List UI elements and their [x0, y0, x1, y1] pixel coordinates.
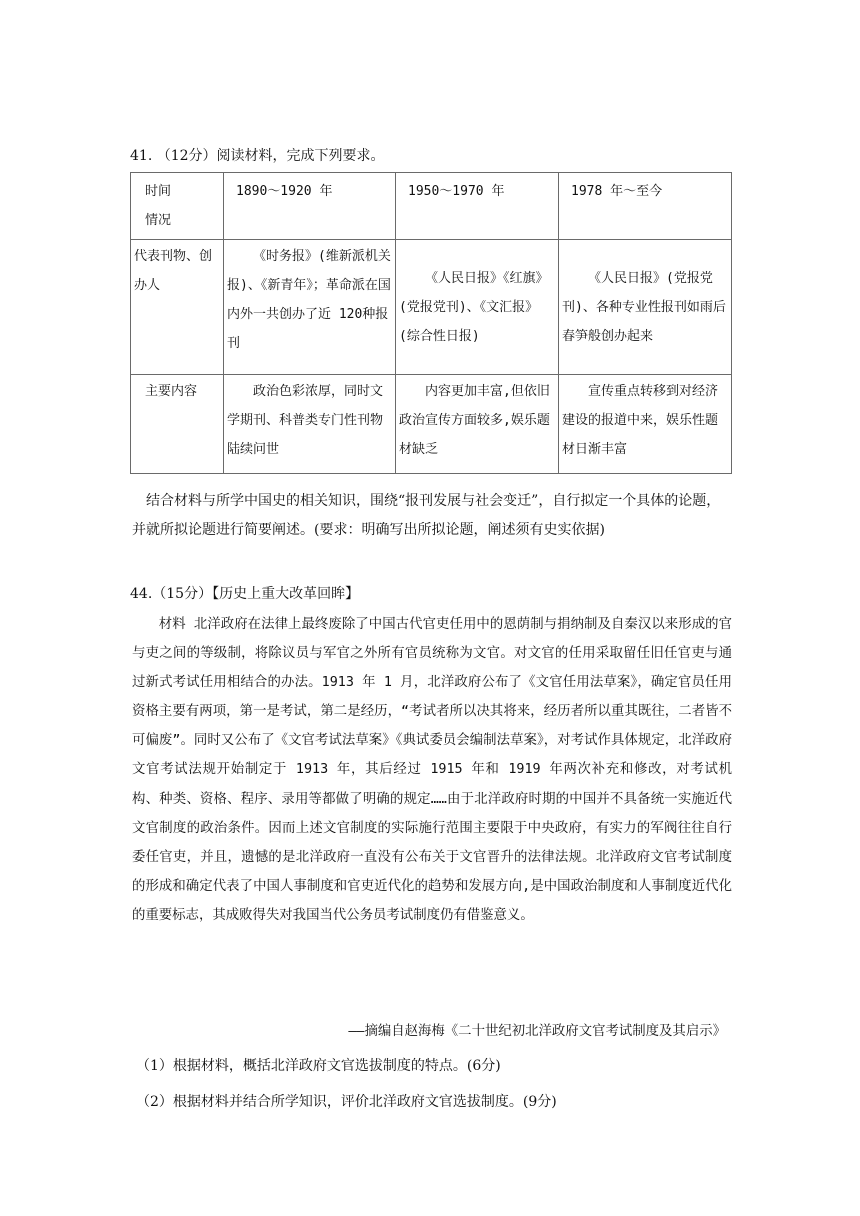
corner-situation-label: 情况 [145, 213, 172, 228]
cell-publications-1890 [224, 240, 396, 375]
question-44-material: 材料 北洋政府在法律上最终废除了中国古代官吏任用中的恩荫制与捐纳制及自秦汉以来形成的官与吏之间的等级制，将除议员与军官之外所有官员统称为文官。对文官的任用采取留任旧任官吏与通过新式考试任用相结合的办法。1913 年 1 月，北洋政府公布了《文官任用法草案》，确定官员任用资格主要有两项，第一是考试，第二是经历，“考试者所以决其将来，经历者所以重其既往，二者皆不可偏废”。同时又公布了《文官考试法草案》《典试委员会编制法草案》，对考试作具体规定，北洋政府文官考试法规开始制定于 1913 年，其后经过 1915 年和 1919 年两次补充和修改，对考试机构、种类、资格、程序、录用等都做了明确的规定……由于北洋政府时期的中国并不具备统一实施近代文官制度的政治条件。因而上述文官制度的实际施行范围主要限于中央政府，有实力的军阀往往自行委任官吏，并且，遗憾的是北洋政府一直没有公布关于文官晋升的法律法规。北洋政府文官考试制度的形成和确定代表了中国人事制度和官吏近代化的趋势和发展方向,是中国政治制度和人事制度近代化的重要标志，其成败得失对我国当代公务员考试制度仍有借鉴意义。 [132, 617, 732, 923]
row-label-content [131, 375, 224, 474]
sub-question-1: （1）根据材料，概括北洋政府文官选拔制度的特点。(6分) [136, 1058, 501, 1074]
cell-publications-1978 [559, 240, 732, 375]
cell-content-1890 [224, 375, 396, 474]
row-label-text: 代表刊物、创办人 [134, 249, 213, 293]
question-41-heading: 41. （12分）阅读材料，完成下列要求。 [130, 148, 385, 164]
row-label-text: 主要内容 [145, 384, 198, 399]
cell-publications-1950 [396, 240, 559, 375]
period-header-1 [224, 173, 396, 240]
cell-text: 政治色彩浓厚，同时文学期刊、科普类专门性刊物陆续问世 [227, 384, 384, 457]
corner-cell [131, 173, 224, 240]
period-header-2 [396, 173, 559, 240]
period-header-3 [559, 173, 732, 240]
question-41-instruction: 结合材料与所学中国史的相关知识，围绕“报刊发展与社会变迁”，自行拟定一个具体的论题，并就所拟论题进行简要阐述。(要求：明确写出所拟论题，阐述须有史实依据) [132, 493, 721, 538]
cell-text: 宣传重点转移到对经济建设的报道中来，娱乐性题材日渐丰富 [562, 384, 719, 457]
period-label-3: 1978 年～至今 [571, 184, 663, 199]
period-label-2: 1950～1970 年 [408, 184, 505, 199]
corner-time-label: 时间 [145, 184, 172, 199]
sub-question-2: （2）根据材料并结合所学知识，评价北洋政府文官选拔制度。(9分) [136, 1094, 557, 1110]
table-row-content [131, 375, 732, 474]
cell-content-1950 [396, 375, 559, 474]
cell-text: 《人民日报》《红旗》(党报党刊)、《文汇报》(综合性日报) [399, 270, 549, 344]
table-header-row [131, 173, 732, 240]
period-label-1: 1890～1920 年 [236, 184, 333, 199]
material-source-citation: ——摘编自赵海梅《二十世纪初北洋政府文官考试制度及其启示》 [348, 1024, 726, 1039]
newspaper-history-table [130, 172, 732, 474]
cell-text: 内容更加丰富,但依旧政治宣传方面较多,娱乐题材缺乏 [399, 384, 550, 457]
cell-text: 《时务报》(维新派机关报)、《新青年》；革命派在国内外一共创办了近 120种报刊 [227, 249, 391, 351]
cell-content-1978 [559, 375, 732, 474]
row-label-publications [131, 240, 224, 375]
question-44-heading: 44.（15分）【历史上重大改革回眸】 [130, 586, 360, 602]
cell-text: 《人民日报》(党报党刊)、各种专业性报刊如雨后春笋般创办起来 [562, 270, 726, 344]
table-row-publications [131, 240, 732, 375]
